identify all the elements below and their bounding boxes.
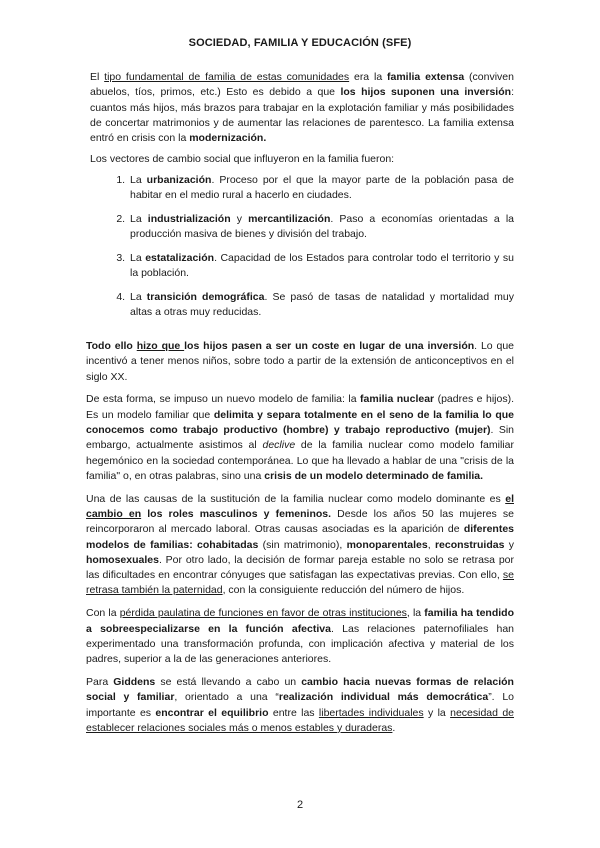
- underline-text: tipo fundamental de familia de estas comunidades: [104, 71, 350, 83]
- bold-text: familia extensa: [387, 71, 465, 83]
- body-paragraph-3: Una de las causas de la sustitución de la familia nuclear como modelo dominante es el cambio en los roles masculinos y femeninos. Desde los años 50 las mujeres se reincorporaron al mercado laboral. Otras causas asociadas es la aparición de diferentes modelos de familias: cohabitadas (sin matrimonio), monoparentales, reconstruidas y homosexuales. Por otro lado, la decisión de formar pareja estable no solo se retrasa por las dificultades en encontrar cónyuges que satisfagan las expectativas previas. Con ello, se retrasa también la paternidad, con la consiguiente reducción del número de hijos.: [86, 492, 515, 597]
- bold-text: diferentes modelos de familias: cohabitadas: [86, 523, 514, 551]
- bold-text: urbanización: [146, 173, 212, 186]
- bold-text: familia ha tendido a sobreespecializarse en la función afectiva: [86, 607, 514, 635]
- bold-text: Giddens: [113, 675, 156, 688]
- bold-text: realización individual más democrática: [278, 691, 489, 704]
- page-number: 2: [296, 799, 304, 811]
- body-paragraph-2: De esta forma, se impuso un nuevo modelo de familia: la familia nuclear (padres e hijos). Es un modelo familiar que delimita y separa totalmente en el seno de la familia lo que conocemos como trabajo productivo (hombre) y trabajo reproductivo (mujer). Sin embargo, actualmente asistimos al declive de la familia nuclear como modelo familiar hegemónico en la sociedad contemporánea. Lo que ha llevado a hablar de una "crisis de la familia" o, en otras palabras, sino una crisis de un modelo determinado de familia.: [86, 393, 515, 482]
- bold-text: los roles masculinos y femeninos.: [141, 507, 332, 520]
- intro-paragraph-1: El tipo fundamental de familia de estas comunidades era la familia extensa (conviven abuelos, tíos, primos, etc.) Esto es debido a que los hijos suponen una inversión: cuantos más hijos, más brazos para trabajar en la explotación familiar y más posibilidades de concertar matrimonios y de aumentar las relaciones de parentesco. La familia extensa entró en crisis con la modernización.: [90, 71, 514, 145]
- bold-text: monoparentales: [346, 538, 428, 551]
- underline-text: libertades individuales: [318, 706, 424, 719]
- list-item: 3. La estatalización. Capacidad de los Estados para controlar todo el territorio y su la población.: [128, 251, 514, 282]
- underline-text: hizo que: [136, 340, 185, 352]
- bold-text: familia nuclear: [360, 393, 435, 406]
- bold-text: mercantilización: [248, 212, 331, 225]
- list-item: 2. La industrialización y mercantilización. Paso a economías orientadas a la producción masiva de bienes y división del trabajo.: [128, 212, 514, 243]
- bold-text: los hijos pasen a ser un coste en lugar de una inversión: [184, 340, 475, 352]
- intro-paragraph-2: Los vectores de cambio social que influyeron en la familia fueron:: [90, 152, 395, 165]
- body-paragraph-5: Para Giddens se está llevando a cabo un cambio hacia nuevas formas de relación social y familiar, orientado a una “realización individual más democrática”. Lo importante es encontrar el equilibrio entre las libertades individuales y la necesidad de establecer relaciones sociales más o menos estables y duraderas.: [86, 675, 515, 734]
- underline-text: se retrasa también la paternidad: [86, 569, 514, 597]
- bold-text: encontrar el equilibrio: [155, 706, 269, 719]
- underline-text: necesidad de establecer relaciones sociales más o menos estables y duraderas: [86, 706, 514, 734]
- bold-text: modernización.: [189, 132, 267, 145]
- underline-text: pérdida paulatina de funciones en favor de otras instituciones: [119, 607, 407, 620]
- vectors-list: [90, 173, 514, 321]
- bold-text: homosexuales: [86, 553, 159, 566]
- bold-text: Todo ello: [86, 340, 137, 352]
- underline-text: el cambio en: [86, 492, 514, 520]
- bold-text: los hijos suponen una inversión: [340, 86, 512, 99]
- bold-text: industrialización: [147, 212, 231, 225]
- list-item: 4. La transición demográfica. Se pasó de tasas de natalidad y mortalidad muy altas a otras muy reducidas.: [128, 290, 514, 321]
- bold-text: reconstruidas: [434, 538, 505, 551]
- bold-text: transición demográfica: [146, 291, 265, 304]
- page-header: SOCIEDAD, FAMILIA Y EDUCACIÓN (SFE): [188, 37, 412, 49]
- intro-section: [90, 70, 514, 329]
- italic-text: declive: [262, 439, 296, 452]
- bold-text: crisis de un modelo determinado de familia.: [264, 469, 484, 482]
- bold-text: estatalización: [145, 251, 215, 264]
- bold-text: delimita y separa totalmente en el seno de la familia lo que conocemos como trabajo productivo (hombre) y trabajo reproductivo (mujer): [86, 408, 514, 436]
- body-paragraph-4: Con la pérdida paulatina de funciones en favor de otras instituciones, la familia ha tendido a sobreespecializarse en la función afectiva. Las relaciones paternofiliales han experimentado una transformación profunda, con implicación afectiva y material de los padres, superior a la de las generaciones anteriores.: [86, 607, 515, 666]
- bold-text: cambio hacia nuevas formas de relación social y familiar: [86, 675, 514, 704]
- body-section: [86, 339, 514, 744]
- list-item: 1. La urbanización. Proceso por el que la mayor parte de la población pasa de habitar en el medio rural a hacerlo en ciudades.: [128, 173, 514, 204]
- body-paragraph-1: Todo ello hizo que los hijos pasen a ser un coste en lugar de una inversión. Lo que incentivó a tener menos niños, sobre todo a partir de la extensión de anticonceptivos en el siglo XX.: [86, 340, 515, 383]
